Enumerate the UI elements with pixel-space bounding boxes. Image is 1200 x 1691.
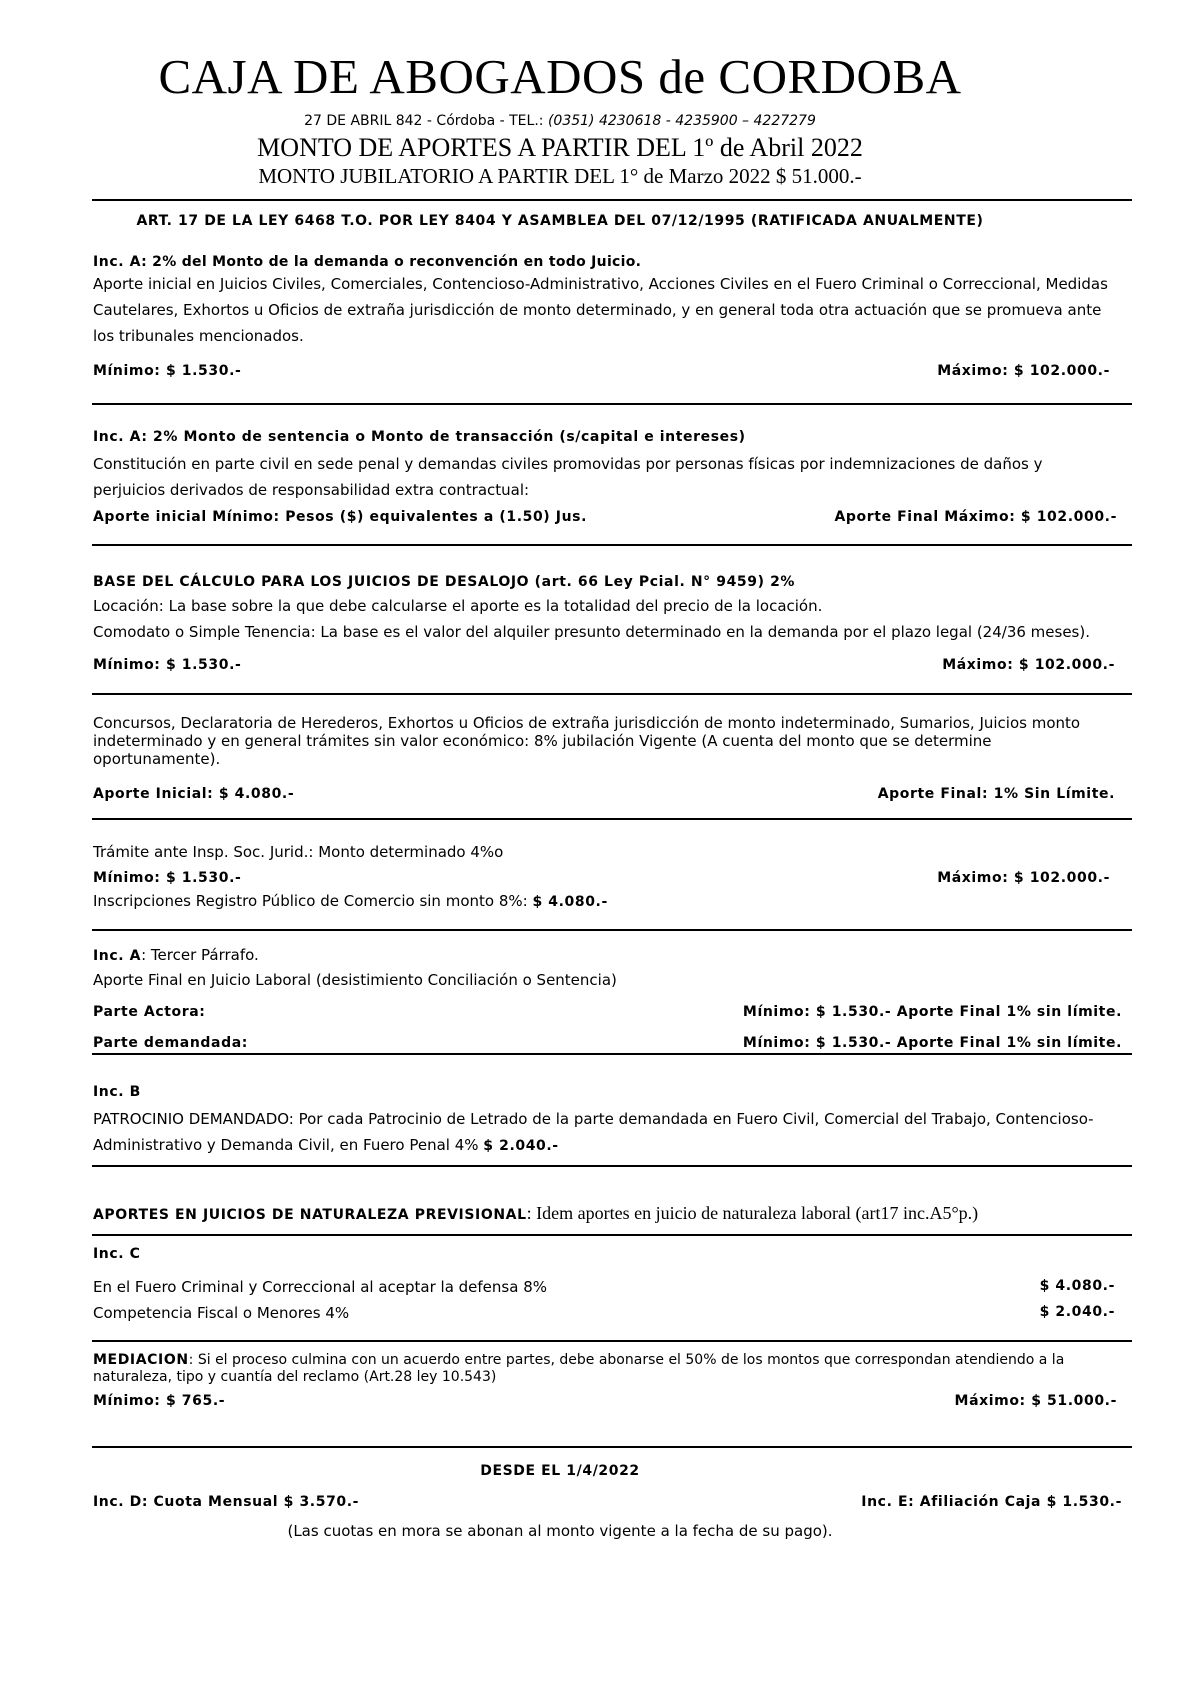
cuota-mensual: Inc. D: Cuota Mensual $ 3.570.-: [93, 1494, 360, 1510]
section9-line1-amount: $ 4.080.-: [1039, 1278, 1115, 1294]
mora-note: (Las cuotas en mora se abonan al monto vigente a la fecha de su pago).: [287, 1522, 833, 1540]
desde-heading: DESDE EL 1/4/2022: [480, 1463, 640, 1479]
inc-description: : Tercer Párrafo.: [141, 946, 259, 964]
section1-min: Mínimo: $ 1.530.-: [93, 363, 242, 379]
divider: [92, 544, 1132, 546]
divider: [92, 403, 1132, 405]
section3-min: Mínimo: $ 1.530.-: [93, 657, 242, 673]
parte-actora-label: Parte Actora:: [93, 1004, 206, 1020]
section5-min: Mínimo: $ 1.530.-: [93, 870, 242, 886]
previsional-heading: APORTES EN JUICIOS DE NATURALEZA PREVISIONAL: [93, 1207, 527, 1223]
address-text: 27 DE ABRIL 842 - Córdoba - TEL.:: [304, 113, 548, 129]
previsional-text: : Idem aportes en juicio de naturaleza laboral (art17 inc.A5°p.): [526, 1203, 979, 1223]
section1-body: Aporte inicial en Juicios Civiles, Comerciales, Contencioso-Administrativo, Acciones Civiles en el Fuero Criminal o Correccional, Medidas Cautelares, Exhortos u Oficios de extraña jurisdicción de monto determinado, y en general toda otra actuación que se promueva ante los tribunales mencionados.: [93, 275, 1108, 345]
parte-demandada-value: Mínimo: $ 1.530.- Aporte Final 1% sin límite.: [742, 1035, 1122, 1051]
section4-min: Aporte Inicial: $ 4.080.-: [93, 786, 295, 802]
divider: [92, 1234, 1132, 1236]
inc-label: Inc. A: [93, 429, 142, 445]
section3-heading: BASE DEL CÁLCULO PARA LOS JUICIOS DE DESALOJO (art. 66 Ley Pcial. N° 9459) 2%: [93, 574, 796, 590]
mediacion-body: [93, 1352, 1123, 1386]
section1-max: Máximo: $ 102.000.-: [937, 363, 1110, 379]
section4-max: Aporte Final: 1% Sin Límite.: [877, 786, 1115, 802]
section2-max: Aporte Final Máximo: $ 102.000.-: [834, 509, 1117, 525]
inc-description: : 2% del Monto de la demanda o reconvención en todo Juicio.: [141, 254, 642, 270]
divider: [92, 1340, 1132, 1342]
divider: [92, 1053, 1132, 1055]
patrocinio-amount: $ 2.040.-: [483, 1138, 559, 1154]
divider: [92, 818, 1132, 820]
section3-max: Máximo: $ 102.000.-: [942, 657, 1115, 673]
parte-actora-value: Mínimo: $ 1.530.- Aporte Final 1% sin límite.: [742, 1004, 1122, 1020]
section9-line2: Competencia Fiscal o Menores 4%: [93, 1304, 350, 1322]
section9-label: Inc. C: [93, 1246, 141, 1262]
section8-line: [93, 1203, 978, 1224]
mediacion-max: Máximo: $ 51.000.-: [954, 1393, 1117, 1409]
section2-body: Constitución en parte civil en sede penal y demandas civiles promovidas por personas físicas por indemnizaciones de daños y perjuicios derivados de responsabilidad extra contractual:: [93, 455, 1043, 499]
mediacion-min: Mínimo: $ 765.-: [93, 1393, 226, 1409]
document-title: CAJA DE ABOGADOS de CORDOBA: [158, 49, 962, 104]
art17-heading: ART. 17 DE LA LEY 6468 T.O. POR LEY 8404 Y ASAMBLEA DEL 07/12/1995 (RATIFICADA ANUALMENTE): [136, 213, 984, 229]
section3-line1: Locación: La base sobre la que debe calcularse el aporte es la totalidad del precio de la locación.: [93, 597, 823, 615]
inc-label: Inc. A: [93, 948, 142, 964]
divider: [92, 1446, 1132, 1448]
subtitle-jubilatorio: MONTO JUBILATORIO A PARTIR DEL 1° de Marzo 2022 $ 51.000.-: [258, 164, 862, 188]
inc-label: Inc. A: [93, 254, 142, 270]
section9-line1: En el Fuero Criminal y Correccional al aceptar la defensa 8%: [93, 1278, 547, 1296]
subtitle-aportes: MONTO DE APORTES A PARTIR DEL 1º de Abril 2022: [257, 133, 863, 162]
section5-line3: [93, 888, 608, 915]
section9-line2-amount: $ 2.040.-: [1039, 1304, 1115, 1320]
section5-line1: Trámite ante Insp. Soc. Jurid.: Monto determinado 4%o: [93, 843, 504, 861]
divider: [92, 199, 1132, 201]
section7-label: Inc. B: [93, 1084, 141, 1100]
address-line: [0, 113, 1120, 129]
section4-body: Concursos, Declaratoria de Herederos, Exhortos u Oficios de extraña jurisdicción de monto indeterminado, Sumarios, Juicios monto indeterminado y en general trámites sin valor económico: 8% jubilación Vigente (A cuenta del monto que se determine oportunamente).: [93, 714, 1081, 768]
mediacion-label: MEDIACION: [93, 1352, 189, 1368]
patrocinio-text: PATROCINIO DEMANDADO: Por cada Patrocinio de Letrado de la parte demandada en Fuero Civil, Comercial del Trabajo, Contencioso-Administrativo y Demanda Civil, en Fuero Penal 4%: [93, 1110, 1094, 1154]
mediacion-text: : Si el proceso culmina con un acuerdo entre partes, debe abonarse el 50% de los montos que correspondan atendiendo a la naturaleza, tipo y cuantía del reclamo (Art.28 ley 10.543): [93, 1352, 1065, 1385]
afiliacion-caja: Inc. E: Afiliación Caja $ 1.530.-: [861, 1494, 1122, 1510]
divider: [92, 1165, 1132, 1167]
section3-line2: Comodato o Simple Tenencia: La base es el valor del alquiler presunto determinado en la demanda por el plazo legal (24/36 meses).: [93, 623, 1090, 641]
section2-min: Aporte inicial Mínimo: Pesos ($) equivalentes a (1.50) Jus.: [93, 509, 587, 525]
divider: [92, 693, 1132, 695]
section5-max: Máximo: $ 102.000.-: [937, 870, 1110, 886]
section6-line2: Aporte Final en Juicio Laboral (desistimiento Conciliación o Sentencia): [93, 971, 617, 989]
registro-amount: $ 4.080.-: [532, 894, 608, 910]
section7-body: [93, 1106, 1098, 1159]
registro-text: Inscripciones Registro Público de Comercio sin monto 8%:: [93, 892, 533, 910]
section6-heading: [93, 942, 259, 969]
parte-demandada-label: Parte demandada:: [93, 1035, 248, 1051]
phone-numbers: (0351) 4230618 - 4235900 – 4227279: [547, 113, 816, 129]
divider: [92, 929, 1132, 931]
inc-description: : 2% Monto de sentencia o Monto de transacción (s/capital e intereses): [141, 429, 746, 445]
section2-heading: [93, 426, 746, 445]
